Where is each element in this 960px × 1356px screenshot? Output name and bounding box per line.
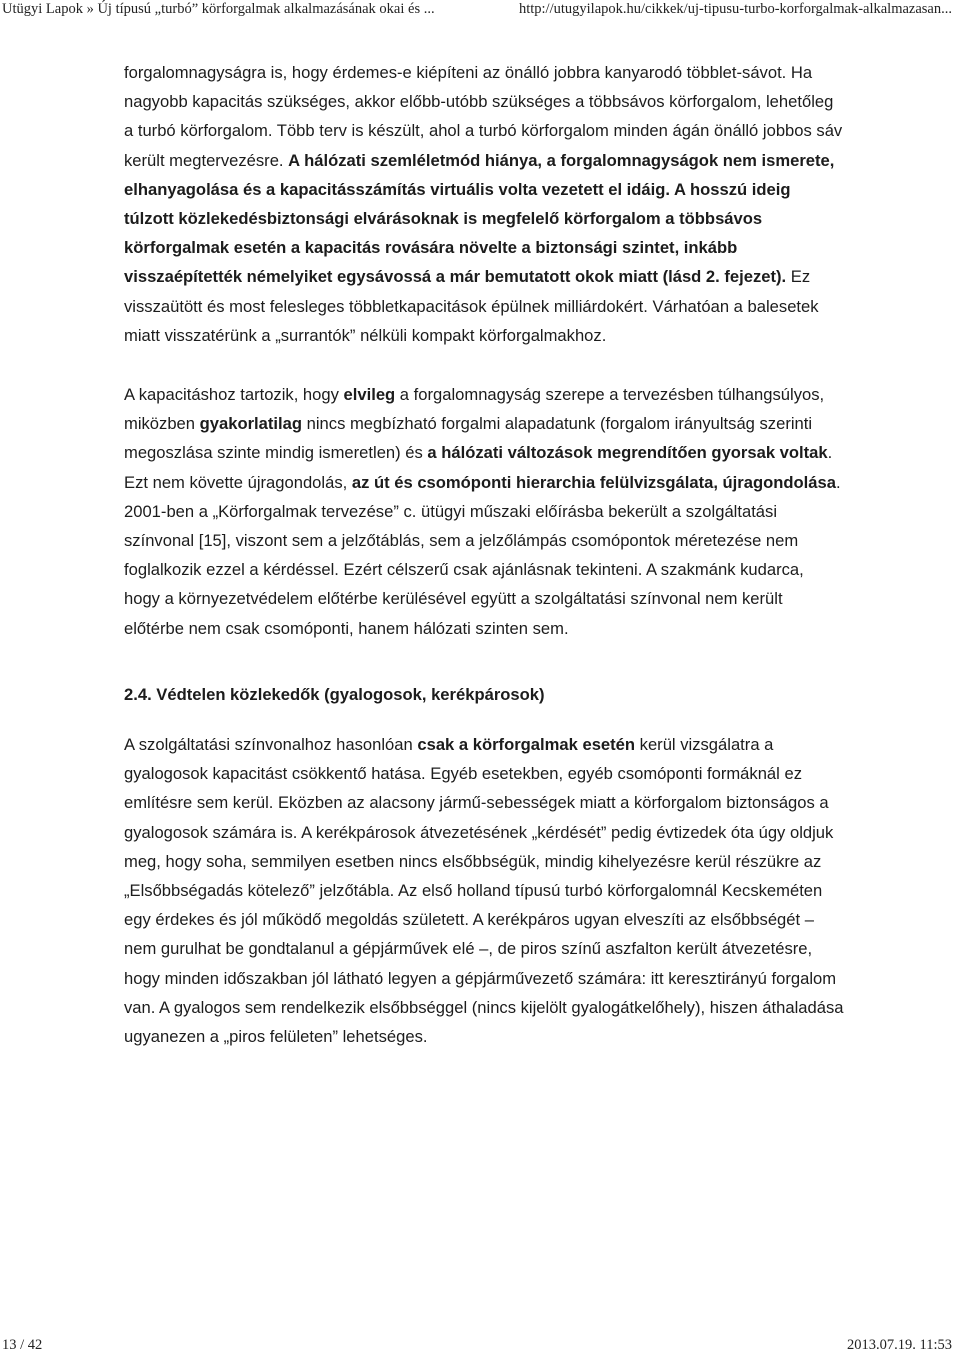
section-heading: 2.4. Védtelen közlekedők (gyalogosok, kerékpárosok): [124, 684, 545, 704]
text-run: Ez visszaütött és most felesleges többletkapacitások épülnek milliárdokért. Várhatóan a balesetek miatt visszatérünk a „surrantók” nélküli kompakt körforgalmakhoz.: [124, 267, 819, 345]
print-footer: [0, 1336, 960, 1356]
paragraph-spacer: [124, 350, 844, 380]
text-run: A szolgáltatási színvonalhoz hasonlóan: [124, 735, 418, 755]
bold-run: elvileg: [343, 385, 396, 405]
header-page-title: Utügyi Lapok » Új típusú „turbó” körforgalmak alkalmazásának okai és ...: [2, 1, 435, 17]
text-run: forgalomnagyságra is, hogy érdemes-e kiépíteni az önálló jobbra kanyarodó többlet-sávot. Ha nagyobb kapacitás szükséges, akkor előbb-utóbb szükséges a többsávos körforgalom, lehetőleg a turbó körforgalom. Több terv is készült, ahol a turbó körforgalom minden ágán önálló jobbos sáv került megtervezésre.: [124, 63, 843, 170]
section-spacer: [124, 643, 844, 680]
footer-datetime: 2013.07.19. 11:53: [847, 1337, 952, 1353]
bold-run: a hálózati változások megrendítően gyorsak voltak: [427, 443, 828, 463]
paragraph-capacity-service-level: [124, 380, 844, 643]
footer-page-number: 13 / 42: [2, 1337, 43, 1353]
paragraph-capacity-lanes: [124, 58, 844, 350]
text-run: kerül vizsgálatra a gyalogosok kapacitást csökkentő hatása. Egyéb esetekben, egyéb csomóponti formáknál ez említésre sem kerül. Eközben az alacsony jármű-sebességek miatt a körforgalom biztonságos a gyalogosok számára is. A kerékpárosok átvezetésének „kérdését” pedig évtizedek óta úgy oldjuk meg, hogy soha, semmilyen esetben nincs elsőbbségük, mindig kihelyezésre kerül részükre az „Elsőbbségadás kötelező” jelzőtábla. Az első holland típusú turbó körforgalomnál Kecskeméten egy érdekes és jól működő megoldás született. A kerékpáros ugyan elveszíti az elsőbbségét – nem gurulhat be gondtalanul a gépjárművek elé –, de piros színű aszfalton került átvezetésre, hogy minden időszakban jól látható legyen a gépjárművezető számára: itt keresztirányú forgalom van. A gyalogos sem rendelkezik elsőbbséggel (nincs kijelölt gyalogátkelőhely), hiszen áthaladása ugyanezen a „piros felületen” lehetséges.: [124, 735, 844, 1047]
paragraph-vulnerable-road-users: [124, 730, 844, 1051]
article-body: [124, 58, 844, 1051]
header-url: http://utugyilapok.hu/cikkek/uj-tipusu-turbo-korforgalmak-alkalmazasan...: [518, 1, 952, 17]
print-header: [0, 0, 960, 20]
bold-run: A hálózati szemléletmód hiánya, a forgalomnagyságok nem ismerete, elhanyagolása és a kapacitásszámítás virtuális volta vezetett el idáig. A hosszú ideig túlzott közlekedésbiztonsági elvárásoknak is megfelelő körforgalom a többsávos körforgalmak esetén a kapacitás rovására növelte a biztonsági szintet, inkább visszaépítették némelyiket egysávossá a már bemutatott okok miatt (lásd 2. fejezet).: [124, 150, 835, 287]
text-run: nincs megbízható forgalmi alapadatunk (forgalom irányultság szerinti megoszlása szinte mindig ismeretlen) és: [124, 414, 813, 463]
text-run: A kapacitáshoz tartozik, hogy: [124, 385, 344, 405]
bold-run: csak a körforgalmak esetén: [417, 735, 636, 755]
text-run: . Ezt nem követte újragondolás,: [124, 443, 833, 492]
heading-spacer: [124, 709, 844, 730]
text-run: . 2001-ben a „Körforgalmak tervezése” c. ütügyi műszaki előírásba bekerült a szolgáltatási színvonal [15], viszont sem a jelzőtáblás, sem a jelzőlámpás csomópontok méretezése nem foglalkozik ezzel a kérdéssel. Ezért célszerű csak ajánlásnak tekinteni. A szakmánk kudarca, hogy a környezetvédelem előtérbe kerülésével együtt a szolgáltatási színvonal nem került előtérbe nem csak csomóponti, hanem hálózati szinten sem.: [124, 472, 841, 638]
bold-run: az út és csomóponti hierarchia felülvizsgálata, újragondolása: [351, 472, 836, 492]
text-run: a forgalomnagyság szerepe a tervezésben túlhangsúlyos, miközben: [124, 385, 825, 434]
bold-run: gyakorlatilag: [199, 414, 303, 434]
